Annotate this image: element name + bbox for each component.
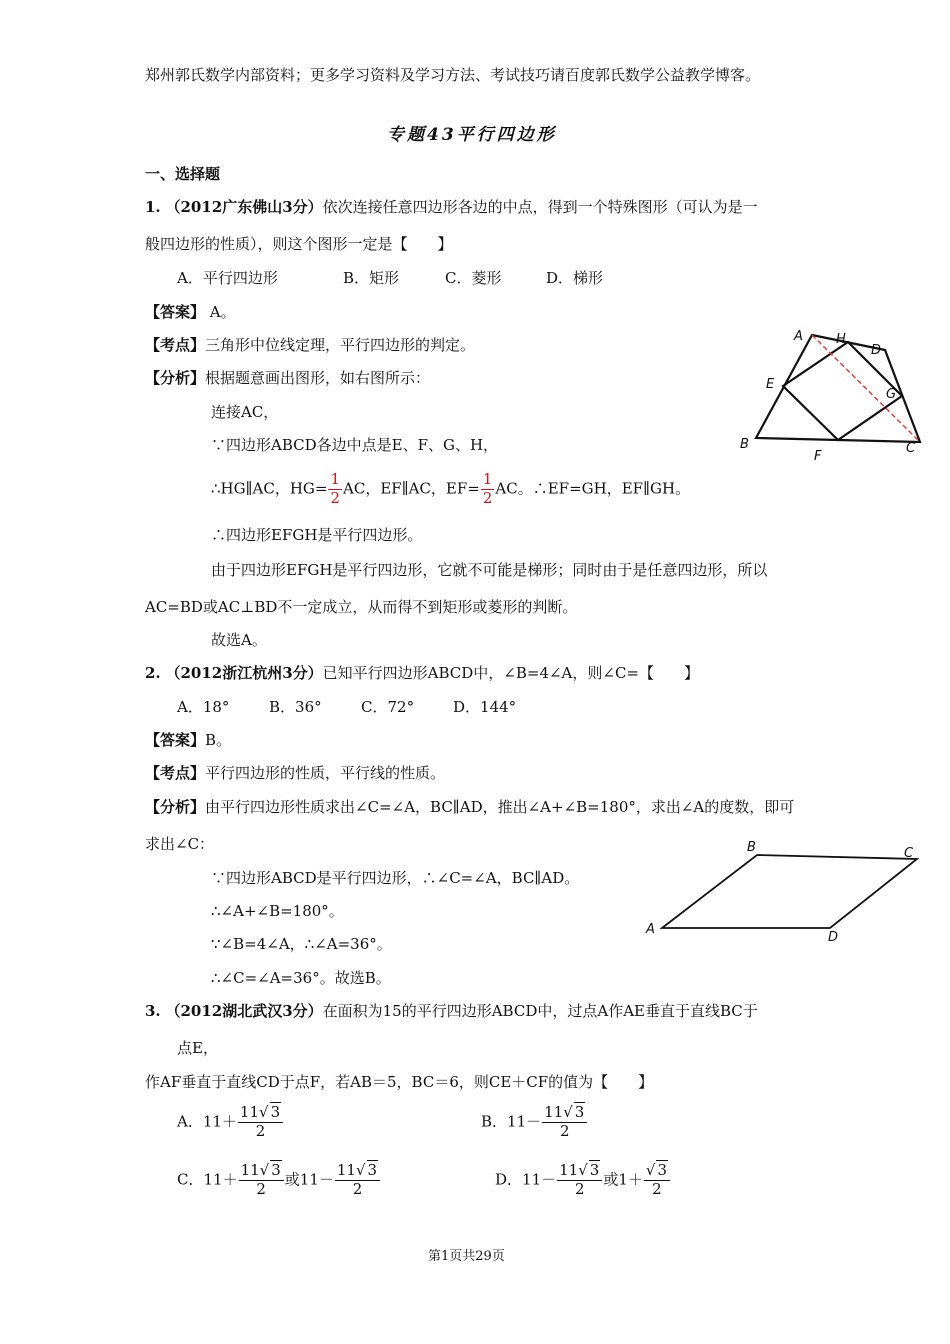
q2-analysis-tag: 【分析】 [145, 798, 206, 816]
vertex-label-h: H [836, 332, 846, 347]
fraction-numerator: 1 [482, 470, 493, 488]
q3-stem-line-2: 点E， [177, 1039, 218, 1057]
q1-analysis-line [145, 369, 430, 387]
q2-step-4: ∴∠C=∠A=36°。故选B。 [211, 969, 391, 987]
vertex-label-d: D [871, 343, 882, 358]
fraction-numerator: 1 [330, 470, 341, 488]
q2-point-tag: 【考点】 [145, 764, 206, 782]
q1-option-c: C．菱形 [445, 269, 502, 287]
q2-option-a: A．18° [177, 698, 230, 716]
q1-step-3b: AC，EF∥AC，EF= [343, 479, 480, 498]
vertex-label-c: C [906, 441, 916, 456]
q3-option-d [495, 1163, 671, 1198]
q2-stem-text: 已知平行四边形ABCD中，∠B=4∠A，则∠C=【 】 [322, 664, 699, 682]
fraction-eleven-root-three-over-two: $\frac{11√ 3}{2}$ [557, 1163, 602, 1198]
q2-point: 平行四边形的性质，平行线的性质。 [205, 764, 446, 782]
q3-number: 3. [145, 1002, 161, 1020]
q3-option-b-prefix: B．11－ [481, 1112, 542, 1131]
q3-source: （2012湖北武汉3分） [165, 1002, 323, 1020]
q1-point-line [145, 336, 475, 354]
radicand: 3 [270, 1103, 281, 1121]
q2-stem-line [145, 664, 699, 682]
fraction-denominator: 2 [482, 488, 493, 507]
fraction-eleven-root-three-over-two: $\frac{11√ 3}{2}$ [238, 1105, 283, 1140]
q1-answer-tag: 【答案】 [145, 303, 206, 321]
fraction-numerator-coefficient: 11 [336, 1161, 356, 1179]
q2-option-c: C．72° [361, 698, 415, 716]
vertex-label-b: B [747, 840, 756, 855]
q1-step-1: 连接AC， [211, 403, 279, 421]
vertex-label-f: F [814, 449, 822, 464]
q2-answer-tag: 【答案】 [145, 731, 206, 749]
q1-option-a: A．平行四边形 [177, 269, 278, 287]
q1-step-6: AC=BD或AC⊥BD不一定成立，从而得不到矩形或菱形的判断。 [145, 598, 578, 616]
q1-step-4: ∴四边形EFGH是平行四边形。 [211, 526, 423, 544]
q1-answer-line [145, 303, 236, 321]
q2-analysis: 由平行四边形性质求出∠C=∠A，BC∥AD，推出∠A+∠B=180°，求出∠A的度数，即可 [205, 798, 795, 816]
parallelogram-figure [640, 835, 925, 945]
q2-step-1: ∵四边形ABCD是平行四边形，∴∠C=∠A，BC∥AD。 [211, 869, 580, 887]
q3-option-c [177, 1163, 381, 1198]
q2-option-b: B．36° [269, 698, 322, 716]
q3-option-d-prefix: D．11－ [495, 1170, 557, 1189]
fraction-denominator: 2 [559, 1121, 570, 1140]
page-title: 专题43平行四边形 [387, 125, 557, 145]
fraction-denominator: 2 [574, 1179, 585, 1198]
q1-step-5: 由于四边形EFGH是平行四边形，它就不可能是梯形；同时由于是任意四边形，所以 [211, 561, 768, 579]
q2-answer-line [145, 731, 231, 749]
fraction-eleven-root-three-over-two: $\frac{11√ 3}{2}$ [239, 1163, 284, 1198]
q3-option-c-prefix: C．11＋ [177, 1170, 238, 1189]
fraction-denominator: 2 [352, 1179, 363, 1198]
q1-stem-line-2: 般四边形的性质），则这个图形一定是【 】 [145, 235, 453, 253]
fraction-denominator: 2 [330, 488, 341, 507]
q1-step-3a: ∴HG∥AC，HG= [211, 479, 328, 498]
q1-analysis-tag: 【分析】 [145, 369, 206, 387]
fraction-numerator-coefficient: 11 [239, 1103, 260, 1121]
fraction-denominator: 2 [255, 1121, 266, 1140]
q1-point: 三角形中位线定理，平行四边形的判定。 [205, 336, 476, 354]
q1-step-2: ∵四边形ABCD各边中点是E、F、G、H， [211, 436, 499, 454]
radicand: 3 [589, 1161, 600, 1179]
q3-option-c-mid: 或11－ [284, 1170, 334, 1189]
q3-option-a-prefix: A．11＋ [177, 1112, 237, 1131]
radicand: 3 [657, 1161, 667, 1179]
vertex-label-e: E [766, 377, 775, 392]
q2-analysis-line [145, 798, 794, 816]
radicand: 3 [367, 1161, 378, 1179]
vertex-label-a: A [646, 922, 655, 937]
fraction-numerator-coefficient: 11 [544, 1103, 564, 1121]
fraction-denominator: 2 [652, 1179, 662, 1198]
q1-step-3c: AC。∴EF=GH，EF∥GH。 [495, 479, 691, 498]
quadrilateral-midpoint-figure [730, 320, 930, 470]
q2-step-3: ∵∠B=4∠A，∴∠A=36°。 [211, 935, 392, 953]
q3-stem-text-1: 在面积为15的平行四边形ABCD中，过点A作AE垂直于直线BC于 [322, 1002, 758, 1020]
q1-stem-text-1: 依次连接任意四边形各边的中点，得到一个特殊图形（可认为是一 [322, 198, 758, 216]
q1-analysis: 根据题意画出图形，如右图所示： [205, 369, 431, 387]
vertex-label-d: D [828, 930, 839, 945]
fraction-one-half [328, 472, 342, 507]
q1-option-b: B．矩形 [343, 269, 400, 287]
q1-step-3 [211, 472, 690, 507]
q2-source: （2012浙江杭州3分） [165, 664, 323, 682]
diagonal-ac-dashed [812, 335, 920, 442]
header-note: 郑州郭氏数学内部资料；更多学习资料及学习方法、考试技巧请百度郭氏数学公益教学博客。 [145, 66, 761, 84]
vertex-label-b: B [740, 437, 749, 452]
fraction-one-half [481, 472, 495, 507]
page-footer: 第1页共29页 [428, 1249, 505, 1264]
q3-stem-line-1 [145, 1002, 758, 1020]
fraction-eleven-root-three-over-two: $\frac{11√ 3}{2}$ [335, 1163, 380, 1198]
fraction-denominator: 2 [256, 1179, 266, 1198]
parallelogram-abcd-outline [662, 855, 917, 928]
q3-stem-line-3: 作AF垂直于直线CD于点F，若AB＝5，BC＝6，则CE＋CF的值为【 】 [145, 1073, 654, 1091]
q1-answer: A。 [209, 303, 236, 321]
q3-option-b [481, 1105, 588, 1140]
section-heading: 一、选择题 [145, 165, 221, 183]
q1-point-tag: 【考点】 [145, 336, 206, 354]
fraction-numerator-coefficient: 11 [240, 1161, 260, 1179]
fraction-root-three-over-two: $\frac{√ 3}{2}$ [644, 1163, 670, 1198]
fraction-numerator-coefficient: 11 [559, 1161, 579, 1179]
q1-step-7: 故选A。 [211, 631, 267, 649]
radicand: 3 [574, 1103, 585, 1121]
q2-analysis-line-2: 求出∠C： [145, 835, 215, 853]
vertex-label-c: C [904, 846, 914, 861]
q2-step-2: ∴∠A+∠B=180°。 [211, 902, 344, 920]
vertex-label-g: G [886, 387, 897, 402]
q3-option-a [177, 1105, 284, 1140]
radicand: 3 [271, 1161, 281, 1179]
q2-option-d: D．144° [453, 698, 517, 716]
q1-source: （2012广东佛山3分） [165, 198, 323, 216]
q2-answer: B。 [205, 731, 232, 749]
fraction-eleven-root-three-over-two: $\frac{11√ 3}{2}$ [542, 1105, 587, 1140]
q1-number: 1. [145, 198, 161, 216]
vertex-label-a: A [794, 329, 803, 344]
q3-option-d-mid: 或1＋ [603, 1170, 643, 1189]
q2-number: 2. [145, 664, 161, 682]
q2-point-line [145, 764, 445, 782]
q1-option-d: D．梯形 [546, 269, 604, 287]
q1-stem-line-1 [145, 198, 758, 216]
